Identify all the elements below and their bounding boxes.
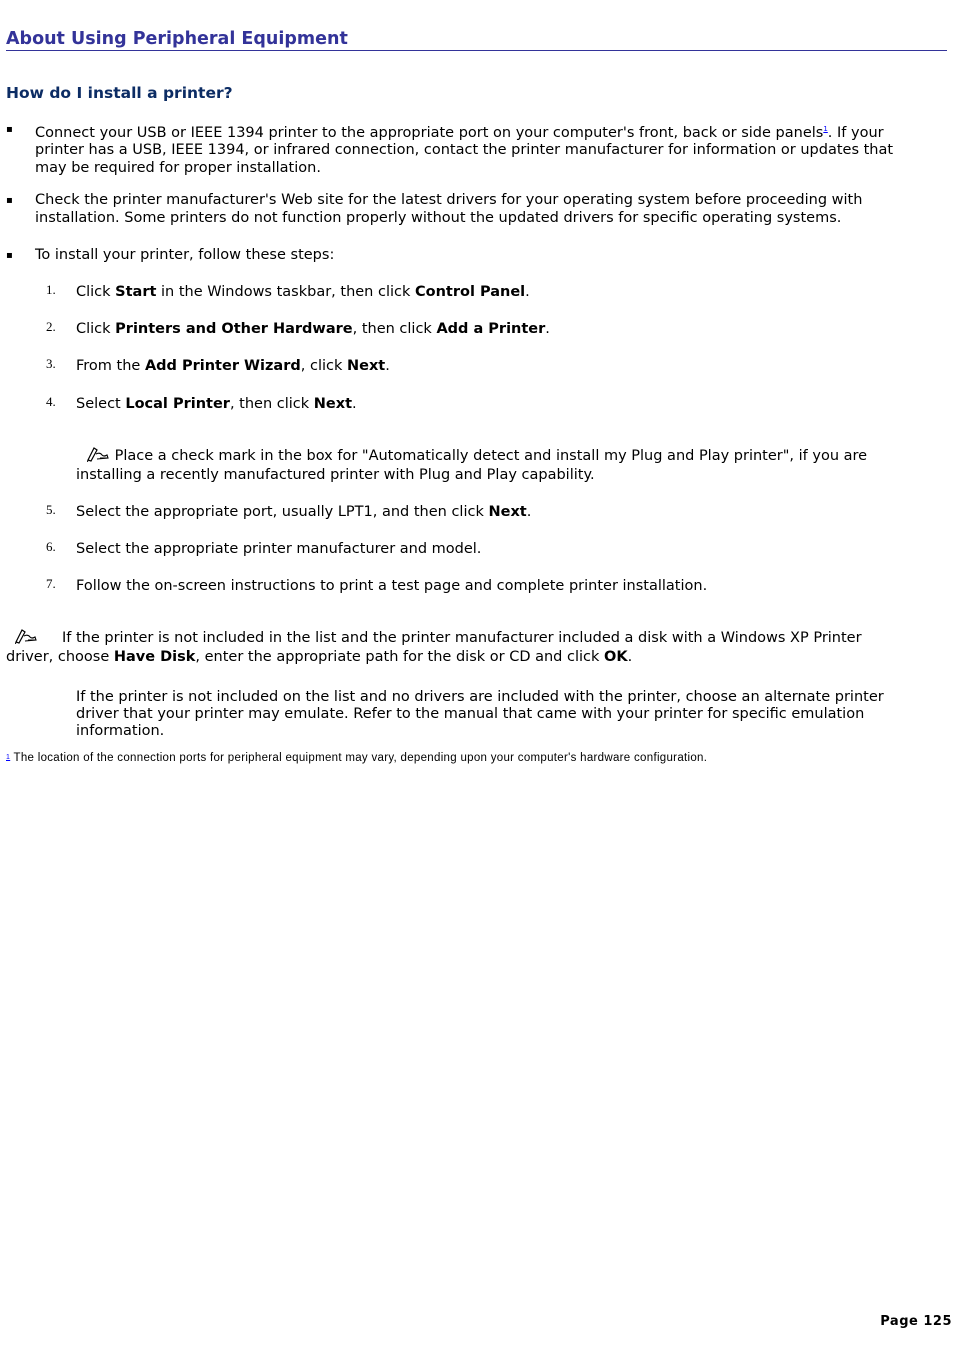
step-bold-term: Next <box>488 504 527 520</box>
step-bold-term: Add Printer Wizard <box>144 358 301 374</box>
step-text-part: in the Windows taskbar, then click <box>156 284 415 300</box>
step-item <box>46 321 906 339</box>
bullet-text-part: Connect your USB or IEEE 1394 printer to the appropriate port on your computer's front, back or side panels <box>35 124 824 141</box>
note-bold-term: OK <box>604 649 628 665</box>
step-text-part: From the <box>76 358 145 374</box>
step-text-part: , then click <box>229 396 314 412</box>
bullet-text <box>35 121 906 177</box>
step-bold-term: Next <box>346 358 386 374</box>
step-bold-term: Local Printer <box>125 396 230 412</box>
step-text-part: Select the appropriate port, usually LPT1, and then click <box>76 504 489 520</box>
step-bold-term: Control Panel <box>415 284 526 300</box>
note-text-part: , enter the appropriate path for the disk or CD and click <box>195 649 604 665</box>
step-bold-term: Printers and Other Hardware <box>115 321 353 337</box>
step-note-text: Place a check mark in the box for "Automatically detect and install my Plug and Play printer", if you are installing a recently manufactured printer with Plug and Play capability. <box>76 448 868 483</box>
step-text-part: , click <box>300 358 347 374</box>
step-number: 7. <box>46 576 56 591</box>
bullet-square-icon: ▪ <box>6 250 13 261</box>
step-text <box>76 358 906 376</box>
page-number: Page 125 <box>880 1314 952 1329</box>
step-text-part: . <box>545 321 550 337</box>
bullet-text-part: . If your printer has a USB, IEEE 1394, or infrared connection, contact the printer manufacturer for information or updates that may be required for proper installation. <box>35 124 894 176</box>
step-item <box>46 504 906 522</box>
step-item <box>46 578 906 596</box>
bullet-square-icon: ▪ <box>6 195 13 206</box>
step-bold-term: Start <box>115 284 157 300</box>
step-number: 1. <box>46 282 56 297</box>
step-text-part: . <box>385 358 390 374</box>
step-item <box>46 541 906 559</box>
step-text-part: Click <box>76 321 116 337</box>
note-text-part: . <box>627 649 633 665</box>
step-text-part: . <box>525 284 530 300</box>
pencil-note-icon <box>86 444 110 467</box>
bullet-item <box>6 247 906 265</box>
step-text: Select the appropriate printer manufacturer and model. <box>76 541 482 557</box>
bullet-square-icon: ▪ <box>6 124 13 135</box>
step-text-part: . <box>526 504 532 520</box>
footnote-text: The location of the connection ports for peripheral equipment may vary, depending upon your computer's hardware configuration. <box>13 752 708 765</box>
step-text: Follow the on-screen instructions to print a test page and complete printer installation. <box>76 578 708 594</box>
note-text-part: If the printer is not included in the list and the printer manufacturer included a disk with a Windows XP Printer driver, choose <box>6 630 862 665</box>
footnote-anchor-link[interactable]: 1 <box>6 754 11 761</box>
note-paragraph <box>6 626 911 666</box>
note-bold-term: Have Disk <box>113 649 196 665</box>
step-text-part: Select <box>76 396 126 412</box>
step-text <box>76 321 906 339</box>
step-number: 2. <box>46 319 56 334</box>
page-title: About Using Peripheral Equipment <box>6 29 947 51</box>
step-text-part: . <box>352 396 357 412</box>
step-text <box>76 396 906 414</box>
step-text-part: , then click <box>352 321 437 337</box>
step-bold-term: Next <box>313 396 353 412</box>
step-number: 6. <box>46 539 56 554</box>
step-text <box>76 284 906 302</box>
bullet-item <box>6 121 906 177</box>
note-second-paragraph: If the printer is not included on the list and no drivers are included with the printer, choose an alternate printer driver that your printer may emulate. Refer to the manual that came with your printer for specific emulation information. <box>76 689 884 739</box>
step-note <box>76 444 906 483</box>
step-number: 5. <box>46 502 56 517</box>
step-text-part: Click <box>76 284 116 300</box>
step-item <box>46 396 906 414</box>
step-item <box>46 284 906 302</box>
step-number: 3. <box>46 356 56 371</box>
step-item <box>46 358 906 376</box>
step-text <box>76 504 906 522</box>
pencil-note-icon <box>14 626 38 649</box>
step-bold-term: Add a Printer <box>436 321 546 337</box>
bullet-text: To install your printer, follow these steps: <box>35 247 335 263</box>
bullet-item <box>6 192 906 227</box>
footnote-ref-link[interactable]: 1 <box>823 125 828 133</box>
step-number: 4. <box>46 394 56 409</box>
bullet-text: Check the printer manufacturer's Web site for the latest drivers for your operating system before proceeding with installation. Some printers do not function properly without the updated drivers for specific operating systems. <box>35 192 863 226</box>
section-heading: How do I install a printer? <box>6 84 233 102</box>
footnote <box>6 751 906 765</box>
